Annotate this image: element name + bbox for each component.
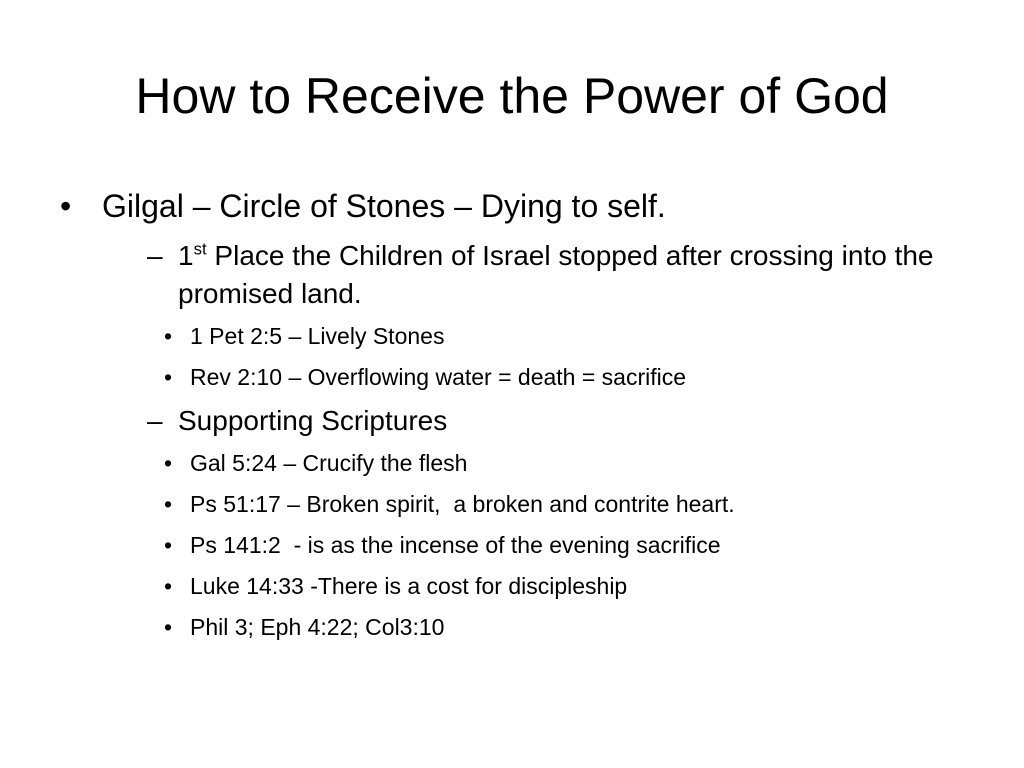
- bullet-level3-rev: [164, 360, 960, 394]
- bullet-level3-luke: [164, 569, 960, 603]
- slide-body: [60, 182, 960, 644]
- bullet-text: Gal 5:24 – Crucify the flesh: [190, 450, 468, 476]
- dash-marker: –: [147, 405, 163, 436]
- bullet-text: Place the Children of Israel stopped after crossing into the promised land.: [178, 240, 934, 309]
- bullet-text: Phil 3; Eph 4:22; Col3:10: [190, 614, 445, 640]
- bullet-marker: •: [164, 450, 173, 476]
- bullet-level1-gilgal: [60, 182, 960, 230]
- bullet-marker: •: [164, 364, 173, 390]
- bullet-text: Ps 141:2 - is as the incense of the evening sacrifice: [190, 532, 721, 558]
- bullet-marker: •: [164, 614, 173, 640]
- dash-marker: –: [147, 240, 163, 271]
- bullet-level3-ps-141: [164, 528, 960, 562]
- bullet-level3-1-pet: [164, 319, 960, 353]
- bullet-level3-ps-51: [164, 487, 960, 521]
- bullet-level3-phil: [164, 610, 960, 644]
- bullet-text: Rev 2:10 – Overflowing water = death = sacrifice: [190, 364, 687, 390]
- slide-title: How to Receive the Power of God: [135, 68, 889, 124]
- bullet-marker: •: [164, 573, 173, 599]
- bullet-level3-gal: [164, 446, 960, 480]
- bullet-level2-first-place: [147, 237, 960, 313]
- bullet-marker: •: [60, 188, 72, 224]
- bullet-number: 1: [178, 240, 194, 271]
- bullet-text: Supporting Scriptures: [178, 405, 448, 436]
- bullet-level2-supporting-scriptures: [147, 402, 960, 440]
- bullet-marker: •: [164, 491, 173, 517]
- bullet-superscript: st: [193, 239, 207, 259]
- bullet-text: 1 Pet 2:5 – Lively Stones: [190, 323, 445, 349]
- bullet-text: Ps 51:17 – Broken spirit, a broken and contrite heart.: [190, 491, 735, 517]
- bullet-marker: •: [164, 323, 173, 349]
- bullet-text: Luke 14:33 -There is a cost for discipleship: [190, 573, 628, 599]
- bullet-text: Gilgal – Circle of Stones – Dying to self.: [102, 188, 666, 224]
- bullet-marker: •: [164, 532, 173, 558]
